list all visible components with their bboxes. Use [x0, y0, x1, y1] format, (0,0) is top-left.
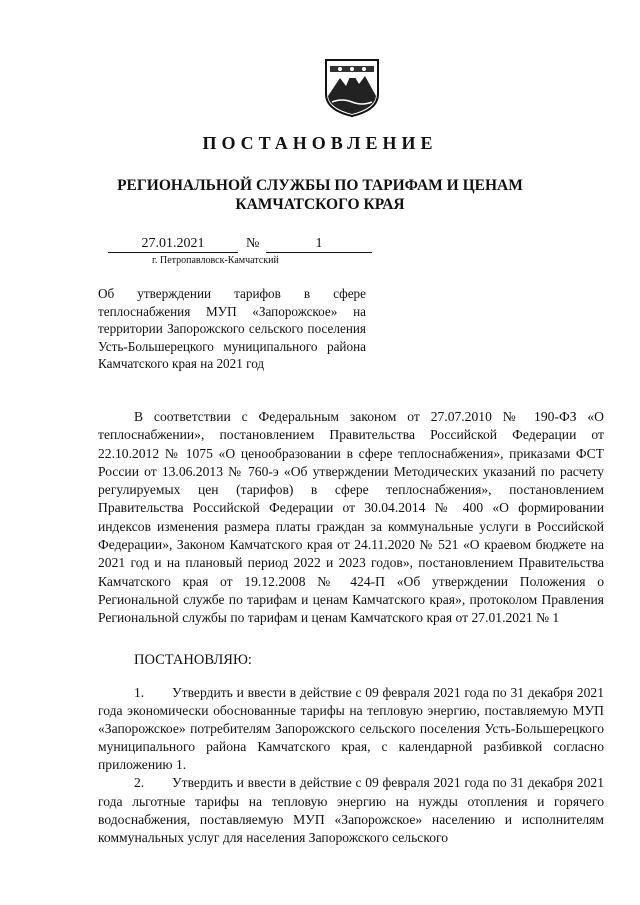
document-subject: Об утверждении тарифов в сфере теплоснабжения МУП «Запорожское» на территории Запорожского сельского поселения Усть-Большерецкого муниципального района Камчатского края на 2021 год — [98, 286, 366, 371]
kamchatka-coat-of-arms-icon — [322, 56, 382, 118]
item-text: Утвердить и ввести в действие с 09 февраля 2021 года по 31 декабря 2021 года льготные тарифы на тепловую энергию на нужды отопления и горячего водоснабжения, поставляемую МУП «Запорожское» населению и исполнителям коммунальных услуг для населения Запорожского сельского — [98, 775, 604, 845]
decree-items — [98, 684, 604, 847]
preamble-paragraph: В соответствии с Федеральным законом от 27.07.2010 № 190-ФЗ «О теплоснабжении», постановлением Правительства Российской Федерации от 22.10.2012 № 1075 «О ценообразовании в сфере теплоснабжения», приказами ФСТ России от 13.06.2013 № 760-э «Об утверждении Методических указаний по расчету регулируемых цен (тарифов) в сфере теплоснабжения», постановлением Правительства Российской Федерации от 30.04.2014 № 400 «О формировании индексов изменения размера платы граждан за коммунальные услуги в Российской Федерации», Законом Камчатского края от 24.11.2020 № 521 «О краевом бюджете на 2021 год и на плановый период 2022 и 2023 годов», постановлением Правительства Камчатского края от 19.12.2008 № 424-П «Об утверждении Положения о Региональной службе по тарифам и ценам Камчатского края», протоколом Правления Региональной службы по тарифам и ценам Камчатского края от 27.01.2021 № 1 — [98, 409, 604, 626]
item-number: 1. — [134, 685, 145, 700]
document-number-label: № — [246, 236, 260, 251]
decree-word: ПОСТАНОВЛЯЮ: — [134, 652, 252, 668]
document-title: ПОСТАНОВЛЕНИЕ — [202, 133, 438, 153]
issuer-name — [0, 176, 640, 214]
document-city: г. Петропавловск-Камчатский — [152, 255, 279, 266]
decree-item-2 — [98, 774, 604, 846]
decree-item-1 — [98, 684, 604, 774]
issuer-name-line-1: РЕГИОНАЛЬНОЙ СЛУЖБЫ ПО ТАРИФАМ И ЦЕНАМ — [117, 177, 523, 194]
document-date: 27.01.2021 — [108, 236, 238, 253]
document-number: 1 — [266, 236, 372, 253]
issuer-name-line-2: КАМЧАТСКОГО КРАЯ — [235, 196, 405, 213]
item-text: Утвердить и ввести в действие с 09 февраля 2021 года по 31 декабря 2021 года экономически обоснованные тарифы на тепловую энергию, поставляемую МУП «Запорожское» потребителям Запорожского сельского поселения Усть-Большерецкого муниципального района Камчатского края, с календарной разбивкой согласно приложению 1. — [98, 685, 604, 773]
preamble — [98, 408, 604, 628]
item-number: 2. — [134, 775, 145, 791]
